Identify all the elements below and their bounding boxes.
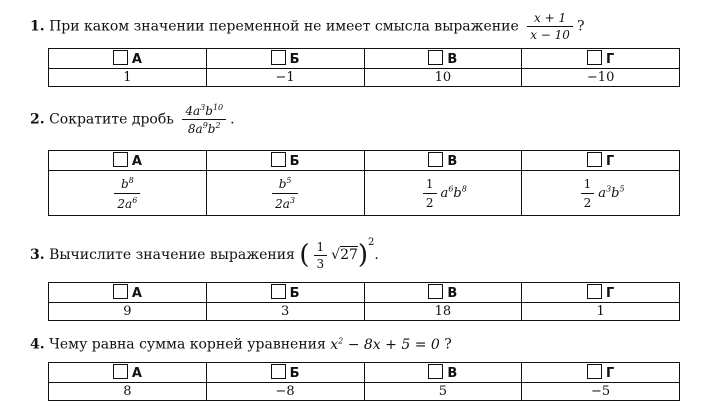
question-text: Чему равна сумма корней уравнения — [49, 336, 326, 353]
fraction-numerator: $4a^3b^{10}$ — [182, 104, 226, 120]
question-text: Вычислите значение выражения — [49, 247, 295, 263]
question-2: 2. Сократите дробь $\frac{4a^3b^{10}}{8a^9b^2}$ . — [30, 103, 235, 136]
checkbox[interactable] — [428, 152, 443, 167]
checkbox[interactable] — [428, 50, 443, 65]
question-3: 3. Вычислите значение выражения ( $\frac{1}{3}$ √27)$^2$. — [30, 237, 379, 271]
checkbox[interactable] — [271, 364, 286, 379]
option-g[interactable]: Г — [522, 49, 680, 69]
answer-value: $\frac{b^8}{2a^6}$ — [49, 171, 207, 216]
fraction-denominator: x − 10 — [530, 28, 570, 42]
question-number: 3. — [30, 247, 45, 263]
option-a[interactable]: А — [49, 151, 207, 171]
checkbox[interactable] — [587, 284, 602, 299]
checkbox[interactable] — [113, 284, 128, 299]
option-v[interactable]: В — [364, 49, 522, 69]
answer-value: 8 — [49, 383, 207, 401]
checkbox[interactable] — [587, 152, 602, 167]
answer-value: 9 — [49, 303, 207, 321]
expression-fraction — [182, 104, 226, 135]
answer-value: 1 — [522, 303, 680, 321]
question-4: 4. Чему равна сумма корней уравнения $x^2 - 8x + 5 = 0$ ? — [30, 336, 452, 353]
question-text: При каком значении переменной не имеет смысла выражение — [49, 18, 519, 35]
option-g[interactable]: Г — [522, 151, 680, 171]
answer-value: −8 — [206, 383, 364, 401]
option-a[interactable]: А — [49, 283, 207, 303]
option-g[interactable]: Г — [522, 363, 680, 383]
option-b[interactable]: Б — [206, 151, 364, 171]
option-b[interactable]: Б — [206, 283, 364, 303]
option-g[interactable]: Г — [522, 283, 680, 303]
option-b[interactable]: Б — [206, 49, 364, 69]
answer-table-1 — [48, 48, 680, 87]
option-v[interactable]: В — [364, 363, 522, 383]
question-text: Сократите дробь — [49, 111, 174, 128]
answer-value: 10 — [364, 69, 522, 87]
option-a[interactable]: А — [49, 363, 207, 383]
question-mark: ? — [576, 18, 585, 35]
answer-value: −1 — [206, 69, 364, 87]
checkbox[interactable] — [587, 364, 602, 379]
checkbox[interactable] — [113, 50, 128, 65]
checkbox[interactable] — [587, 50, 602, 65]
equation: $x^2 - 8x + 5 = 0$ — [330, 336, 440, 353]
answer-value: 1 — [49, 69, 207, 87]
option-v[interactable]: В — [364, 283, 522, 303]
square-root: √27 — [331, 247, 358, 263]
checkbox[interactable] — [271, 284, 286, 299]
answer-value: 3 — [206, 303, 364, 321]
question-number: 4. — [30, 336, 45, 353]
answer-value: $\frac{1}{2}$ $a^3b^5$ — [522, 171, 680, 216]
checkbox[interactable] — [113, 364, 128, 379]
option-a[interactable]: А — [49, 49, 207, 69]
question-1 — [30, 12, 584, 41]
question-number: 1. — [30, 18, 45, 35]
answer-table-2 — [48, 150, 680, 216]
fraction-numerator: x + 1 — [527, 12, 573, 27]
answer-value: $\frac{b^5}{2a^3}$ — [206, 171, 364, 216]
answer-value: $\frac{1}{2}$ $a^6b^8$ — [364, 171, 522, 216]
option-v[interactable]: В — [364, 151, 522, 171]
fraction-denominator: $8a^9b^2$ — [187, 121, 221, 136]
checkbox[interactable] — [113, 152, 128, 167]
answer-table-4 — [48, 362, 680, 401]
option-b[interactable]: Б — [206, 363, 364, 383]
answer-value: −10 — [522, 69, 680, 87]
checkbox[interactable] — [271, 50, 286, 65]
answer-value: −5 — [522, 383, 680, 401]
answer-table-3 — [48, 282, 680, 321]
expression-fraction — [527, 12, 573, 41]
question-number: 2. — [30, 111, 45, 128]
answer-value: 18 — [364, 303, 522, 321]
checkbox[interactable] — [428, 364, 443, 379]
answer-value: 5 — [364, 383, 522, 401]
checkbox[interactable] — [271, 152, 286, 167]
checkbox[interactable] — [428, 284, 443, 299]
